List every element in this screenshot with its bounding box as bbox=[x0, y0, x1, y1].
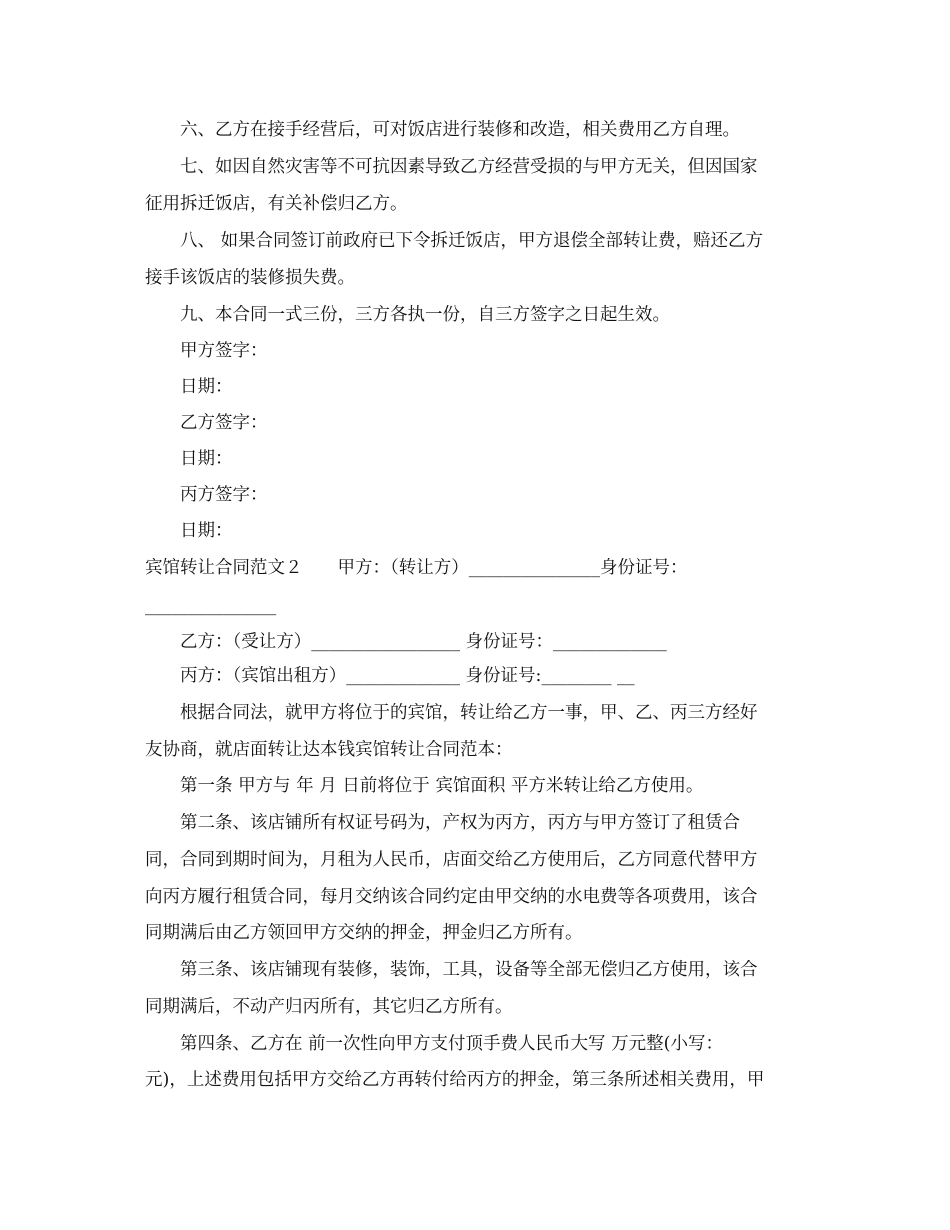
party-b-line: 乙方：（受让方）_________________ 身份证号：_____________ bbox=[180, 632, 667, 652]
clause-6-line: 六、乙方在接手经营后，可对饭店进行装修和改造，相关费用乙方自理。 bbox=[180, 120, 740, 140]
article-3-line-1: 第三条、该店铺现有装修，装饰，工具，设备等全部无偿归乙方使用，该合 bbox=[180, 960, 758, 980]
clause-7-line-1: 七、如因自然灾害等不可抗因素导致乙方经营受损的与甲方无关，但因国家 bbox=[180, 157, 758, 177]
contract-2-heading: 宾馆转让合同范文２ 甲方：（转让方）_______________身份证号： bbox=[145, 558, 688, 578]
article-3-line-2: 同期满后，不动产归丙所有，其它归乙方所有。 bbox=[145, 997, 513, 1017]
clause-7-line-2: 征用拆迁饭店，有关补偿归乙方。 bbox=[145, 194, 408, 214]
party-c-signature: 丙方签字： bbox=[180, 485, 268, 505]
clause-8-line-2: 接手该饭店的装修损失费。 bbox=[145, 268, 355, 288]
preamble-line-1: 根据合同法，就甲方将位于的宾馆，转让给乙方一事，甲、乙、丙三方经好 bbox=[180, 703, 758, 723]
party-b-signature: 乙方签字： bbox=[180, 413, 268, 433]
article-4-line-1: 第四条、乙方在 前一次性向甲方支付顶手费人民币大写 万元整(小写： bbox=[180, 1034, 723, 1054]
clause-8-line-1: 八、 如果合同签订前政府已下令拆迁饭店，甲方退偿全部转让费，赔还乙方 bbox=[180, 231, 764, 251]
party-b-date: 日期： bbox=[180, 449, 233, 469]
article-4-line-2: 元)，上述费用包括甲方交给乙方再转付给丙方的押金，第三条所述相关费用，甲 bbox=[145, 1070, 765, 1090]
article-2-line-4: 同期满后由乙方领回甲方交纳的押金，押金归乙方所有。 bbox=[145, 923, 583, 943]
article-1-line: 第一条 甲方与 年 月 日前将位于 宾馆面积 平方米转让给乙方使用。 bbox=[180, 776, 704, 796]
clause-9-line: 九、本合同一式三份，三方各执一份，自三方签字之日起生效。 bbox=[180, 305, 670, 325]
party-c-line: 丙方：（宾馆出租方）_____________ 身份证号:________ __ bbox=[180, 666, 635, 686]
party-a-signature: 甲方签字： bbox=[180, 341, 268, 361]
party-a-date: 日期： bbox=[180, 377, 233, 397]
article-2-line-1: 第二条、该店铺所有权证号码为，产权为丙方，丙方与甲方签订了租赁合 bbox=[180, 813, 740, 833]
preamble-line-2: 友协商，就店面转让达本钱宾馆转让合同范本： bbox=[145, 740, 513, 760]
party-c-date: 日期： bbox=[180, 521, 233, 541]
article-2-line-2: 同，合同到期时间为，月租为人民币，店面交给乙方使用后，乙方同意代替甲方 bbox=[145, 850, 758, 870]
party-a-id-blank: _______________ bbox=[145, 596, 277, 616]
article-2-line-3: 向丙方履行租赁合同，每月交纳该合同约定由甲交纳的水电费等各项费用，该合 bbox=[145, 887, 758, 907]
